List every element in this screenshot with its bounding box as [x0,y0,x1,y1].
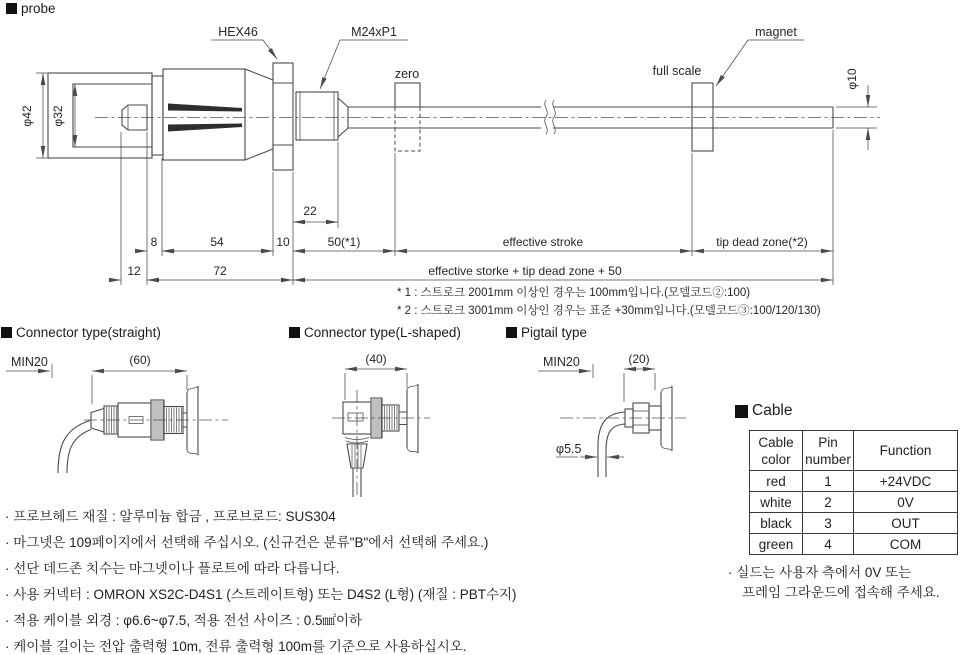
header-cable-color: Cable color [750,431,803,471]
cable-title-text: Cable [752,402,793,419]
dim-row-1 [135,235,833,251]
zero-label: zero [394,67,420,81]
collet-slot-bottom [168,124,242,132]
cable-note-line: 프레임 그라운드에 접속해 주세요. [742,585,940,600]
pigtail-min20-label: MIN20 [543,355,580,369]
table-header-row [750,431,958,471]
table-row [750,513,958,534]
panel-break [187,386,198,455]
footnote-line: · 적용 케이블 외경 : φ6.6~φ7.5, 적용 전선 사이즈 : 0.5㎟이하 [5,612,363,628]
dim-8-label: 8 [150,235,158,249]
barrel [163,69,245,160]
tip-dead-zone-label: tip dead zone(*2) [716,235,808,249]
l-40-label: (40) [365,352,387,366]
dia32-label: φ32 [51,105,65,127]
dim-10-label: 10 [276,235,290,249]
table-row [750,492,958,513]
cell-function: +24VDC [854,471,958,492]
magnet-callout [716,25,804,86]
total-length-label: effective storke + tip dead zone + 50 [428,264,622,278]
dia10-label: φ10 [845,68,859,90]
break-symbol [545,100,548,134]
cable-table [749,430,958,555]
pigtail-dia-label: φ5.5 [556,442,582,456]
panel-break [661,386,672,451]
footnote-list [5,504,517,655]
panel-break [407,384,418,453]
cell-color: white [750,492,803,513]
probe-note-1: * 1 : 스트로크 2001mm 이상인 경우는 100mm입니다.(모델코드②:100) [397,287,751,299]
magnet-label: magnet [755,25,797,39]
table-row [750,471,958,492]
l-connector-drawing [332,352,430,498]
footnote-line: · 사용 커넥터 : OMRON XS2C-D4S1 (스트레이트형) 또는 D4S2 (L형) (재질 : PBT수지) [5,586,517,602]
thread-section [296,92,338,140]
cell-color: green [750,534,803,555]
dim-54-label: 54 [210,235,224,249]
dim-22 [293,142,338,228]
cell-function: COM [854,534,958,555]
cable [598,412,625,477]
cable [58,421,90,474]
straight-title-text: Connector type(straight) [16,325,161,340]
footnote-line: · 프로브헤드 재질 : 알루미늄 합금 , 프로브로드: SUS304 [5,509,336,524]
dia10-dimension [836,68,877,150]
dim-22-label: 22 [303,204,317,218]
head-band [152,76,163,155]
cell-function: OUT [854,513,958,534]
dim-row-2 [109,264,833,280]
l-shaped-title-text: Connector type(L-shaped) [304,325,461,340]
dim-50-label: 50(*1) [327,235,361,249]
pigtail-drawing [538,352,686,477]
straight-60-label: (60) [129,353,151,367]
cell-color: red [750,471,803,492]
straight-connector-drawing [6,353,228,473]
cell-function: 0V [854,492,958,513]
table-row [750,534,958,555]
cell-pin: 3 [803,513,854,534]
hex46-callout [211,25,277,59]
cable-dia-dimension [556,442,624,457]
probe-title-text: probe [21,1,56,16]
probe-head-step [73,84,152,147]
header-function: Function [854,431,958,471]
header-pin-number: Pin number [803,431,854,471]
dim-12-label: 12 [127,264,141,278]
zero-magnet [395,83,420,151]
cell-pin: 1 [803,471,854,492]
dia32-dimension [51,84,75,147]
footnote-line: · 선단 데드존 치수는 마그넷이나 플로트에 따라 다릅니다. [5,560,340,576]
m24-label: M24xP1 [351,25,397,39]
collet-slot-top [168,104,242,112]
probe-note-2: * 2 : 스트로크 3001mm 이상인 경우는 표준 +30mm입니다.(모델코드③:100/120/130) [397,305,821,317]
footnote-line: · 마그넷은 109페이지에서 선택해 주십시오. (신규건은 분류"B"에서 선택해 주세요.) [5,534,489,550]
full-scale-magnet [692,83,713,151]
full-scale-label: full scale [652,64,702,78]
cell-pin: 2 [803,492,854,513]
taper [245,69,273,160]
hex-nut [273,63,293,170]
straight-min20-label: MIN20 [11,355,48,369]
probe-drawing [20,25,880,317]
cable-shield-note [728,563,940,603]
cell-color: black [750,513,803,534]
pigtail-title-text: Pigtail type [521,325,588,340]
dia42-dimension [20,73,50,158]
hex46-label: HEX46 [218,25,258,39]
cell-pin: 4 [803,534,854,555]
cable-note-line: · 실드는 사용자 측에서 0V 또는 [728,565,912,580]
dia42-label: φ42 [20,105,34,127]
pigtail-20-label: (20) [628,352,650,366]
dim-72-label: 72 [213,264,227,278]
extension-lines [121,130,833,285]
footnote-line: · 케이블 길이는 전압 출력형 10m, 전류 출력형 100m를 기준으로 사용하십시오. [5,638,467,654]
effective-stroke-label: effective stroke [502,235,584,249]
